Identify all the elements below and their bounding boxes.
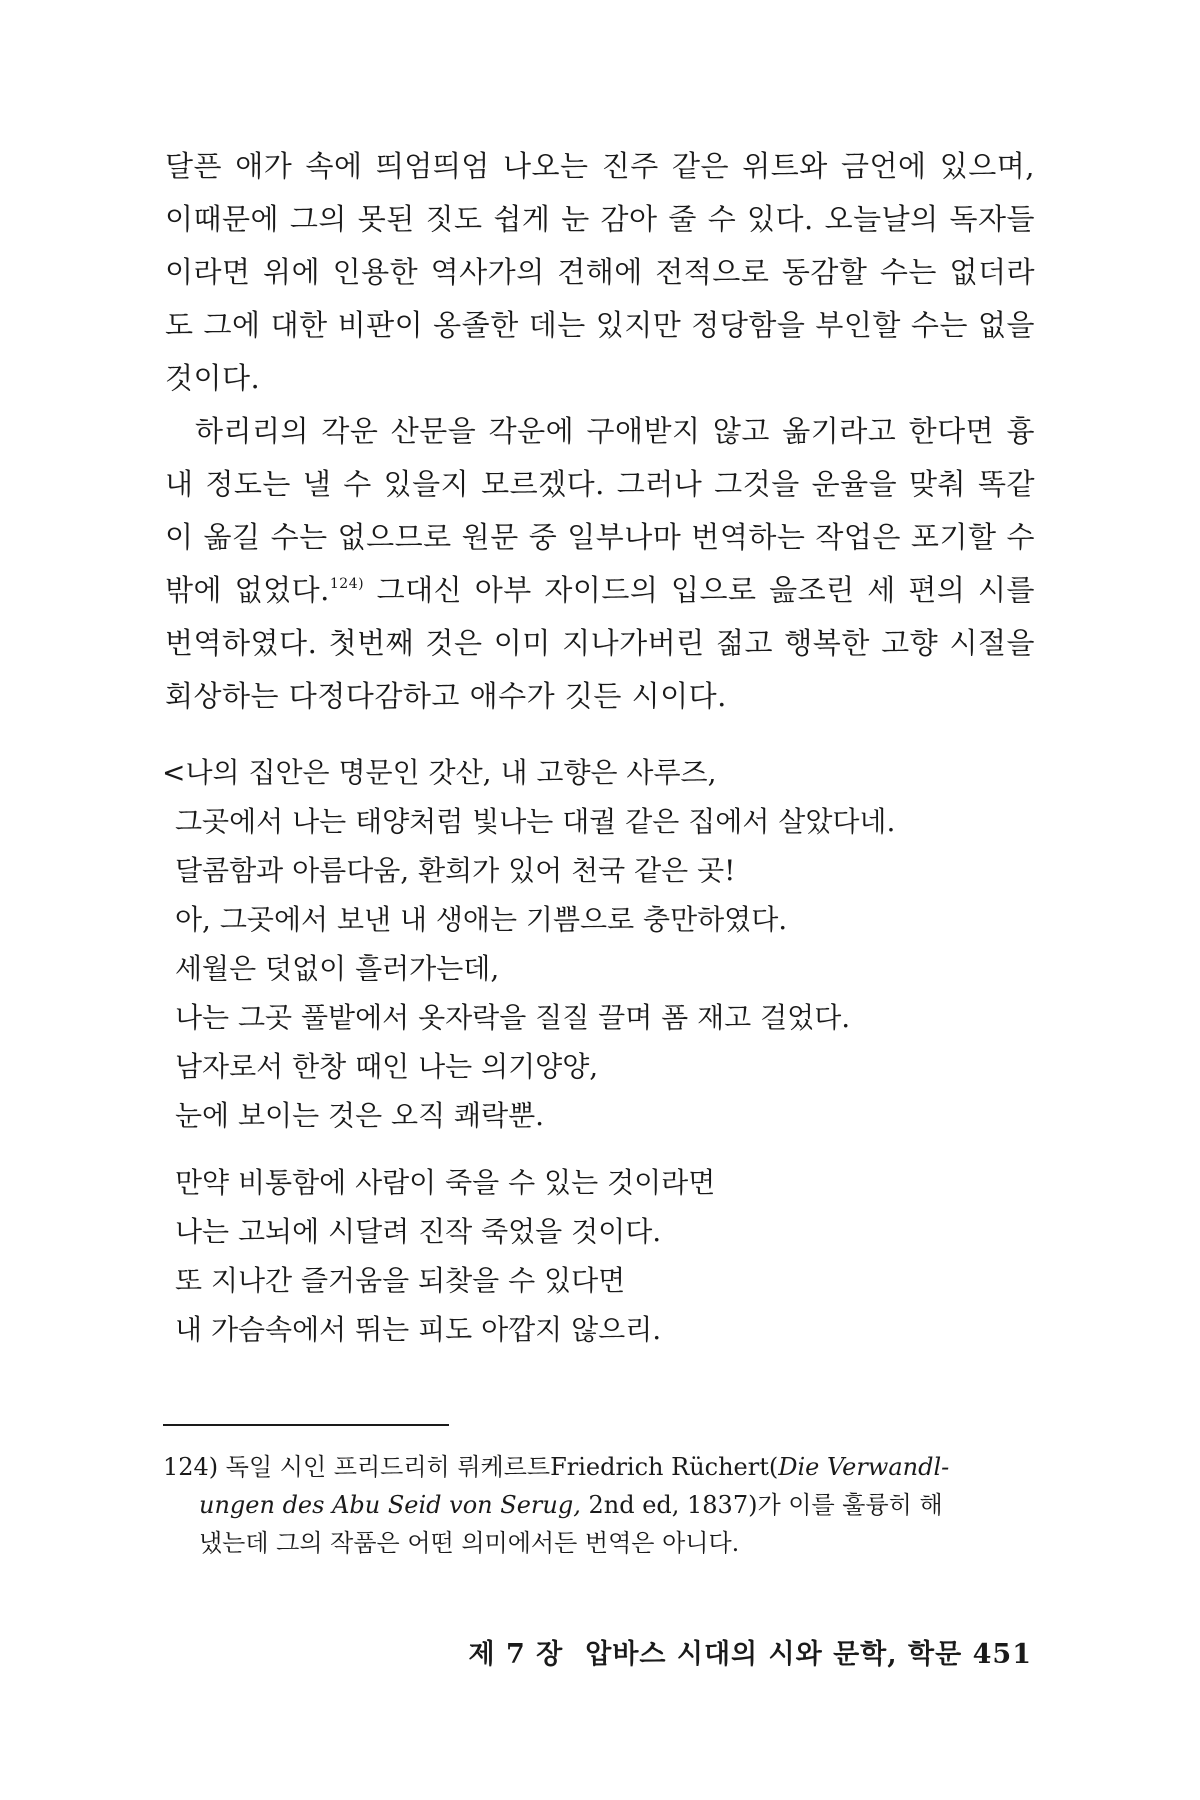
footnote-divider <box>163 1424 449 1426</box>
body-text <box>165 140 1035 723</box>
poem-block <box>162 748 1035 1354</box>
poem-line: 아, 그곳에서 보낸 내 생애는 기쁨으로 충만하였다. <box>175 903 788 936</box>
footnote-line-1 <box>163 1448 1033 1486</box>
paragraph-2-text-b: 그대신 아부 자이드의 입으로 읊조린 세 편의 시를 번역하였다. 첫번째 것은 이미 지나가버린 젊고 행복한 고향 시절을 회상하는 다정다감하고 애수가 깃든 시이다. <box>165 573 1035 713</box>
footer-chapter-title: 압바스 시대의 시와 문학, 학문 <box>585 1639 963 1670</box>
footnote-reference-124: 124) <box>329 576 365 592</box>
poem-line: <나의 집안은 명문인 갓산, 내 고향은 사루즈, <box>162 756 717 789</box>
poem-line: 또 지나간 즐거움을 되찾을 수 있다면 <box>175 1264 626 1297</box>
footnote-text-2: 2nd ed, 1837)가 이를 훌륭히 해 <box>580 1491 943 1519</box>
poem-line: 내 가슴속에서 뛰는 피도 아깝지 않으리. <box>175 1313 662 1346</box>
poem-stanza-2 <box>175 1158 1035 1354</box>
poem-line: 눈에 보이는 것은 오직 쾌락뿐. <box>175 1099 545 1132</box>
running-footer <box>468 1632 1032 1671</box>
footnote-line-3: 냈는데 그의 작품은 어떤 의미에서든 번역은 아니다. <box>199 1529 740 1557</box>
footnote-124 <box>163 1448 1033 1562</box>
paragraph-2-text-a: 하리리의 각운 산문을 각운에 구애받지 않고 옮기라고 한다면 흉내 정도는 낼 수 있을지 모르겠다. 그러나 그것을 운율을 맞춰 똑같이 옮길 수는 없으므로 원문 중 일부나마 번역하는 작업은 포기할 수밖에 없었다. <box>165 414 1035 607</box>
poem-line: 나는 그곳 풀밭에서 옷자락을 질질 끌며 폼 재고 걸었다. <box>175 1001 851 1034</box>
poem-line: 그곳에서 나는 태양처럼 빛나는 대궐 같은 집에서 살았다네. <box>175 805 896 838</box>
poem-line: 달콤함과 아름다움, 환희가 있어 천국 같은 곳! <box>175 854 736 887</box>
poem-stanza-1 <box>162 748 1035 1140</box>
poem-line: 세월은 덧없이 흘러가는데, <box>175 952 500 985</box>
poem-line: 남자로서 한창 때인 나는 의기양양, <box>175 1050 599 1083</box>
poem-line: 나는 고뇌에 시달려 진작 죽었을 것이다. <box>175 1215 662 1248</box>
footnote-line-2 <box>163 1486 1033 1524</box>
paragraph-1: 달픈 애가 속에 띄엄띄엄 나오는 진주 같은 위트와 금언에 있으며, 이때문에 그의 못된 짓도 쉽게 눈 감아 줄 수 있다. 오늘날의 독자들이라면 위에 인용한 역사가의 견해에 전적으로 동감할 수는 없더라도 그에 대한 비판이 옹졸한 데는 있지만 정당함을 부인할 수는 없을 것이다. <box>165 149 1035 395</box>
footnote-italic-title-1: Die Verwandl- <box>778 1453 950 1481</box>
poem-line: 만약 비통함에 사람이 죽을 수 있는 것이라면 <box>175 1166 716 1199</box>
page-number: 451 <box>972 1639 1032 1670</box>
paragraph-2 <box>165 405 1035 723</box>
footnote-text-1: 독일 시인 프리드리히 뤼케르트Friedrich Rüchert( <box>218 1453 779 1481</box>
footnote-italic-title-2: ungen des Abu Seid von Serug, <box>199 1491 581 1519</box>
footnote-number: 124) <box>163 1453 219 1481</box>
footer-chapter: 제 7 장 <box>468 1639 564 1670</box>
